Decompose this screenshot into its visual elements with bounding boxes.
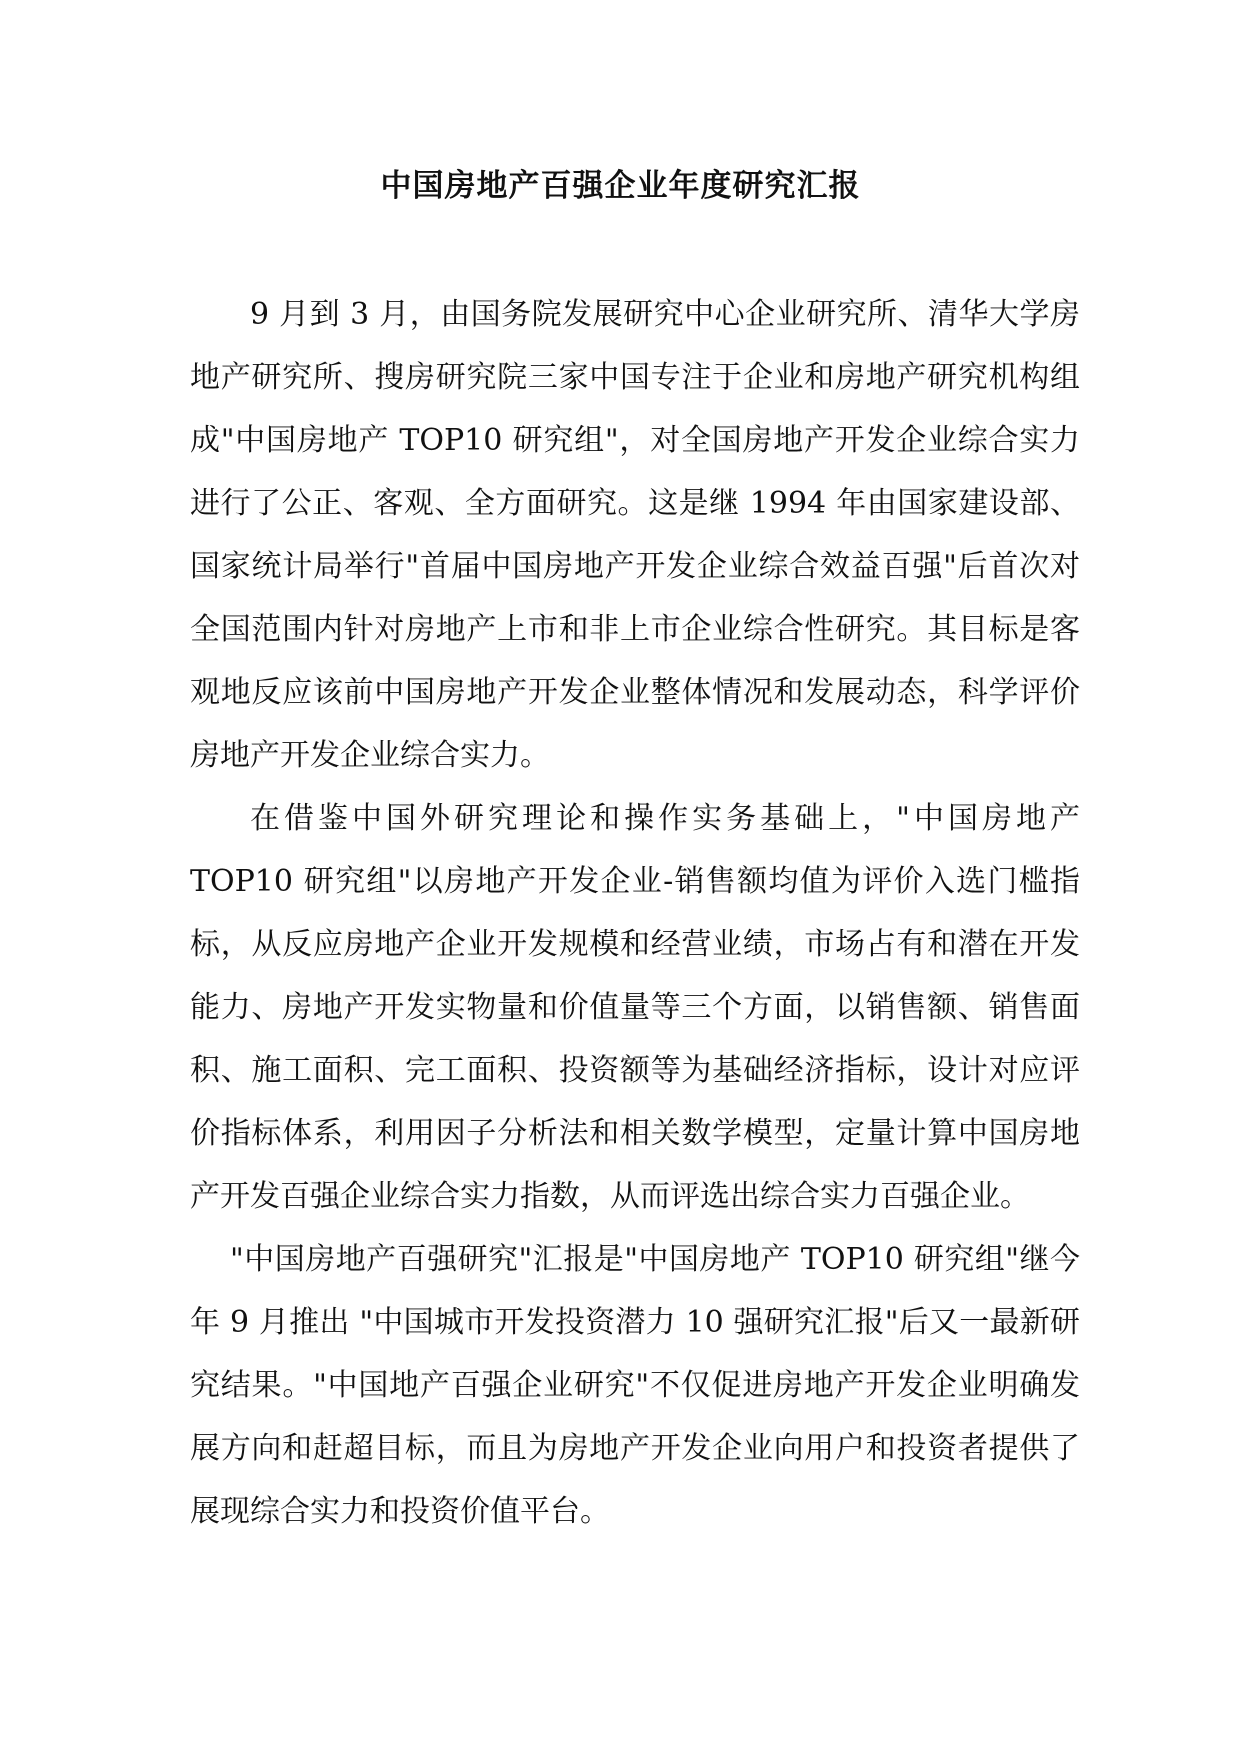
- paragraph-3: "中国房地产百强研究"汇报是"中国房地产 TOP10 研究组"继今年 9 月推出 "中国城市开发投资潜力 10 强研究汇报"后又一最新研究结果。"中国地产百强企业研究"不仅促进房地产开发企业明确发展方向和赶超目标，而且为房地产开发企业向用户和投资者提供了展现综合实力和投资价值平台。: [190, 1242, 1080, 1529]
- paragraph-1: 9 月到 3 月，由国务院发展研究中心企业研究所、清华大学房地产研究所、搜房研究院三家中国专注于企业和房地产研究机构组成"中国房地产 TOP10 研究组"，对全国房地产开发企业综合实力进行了公正、客观、全方面研究。这是继 1994 年由国家建设部、国家统计局举行"首届中国房地产开发企业综合效益百强"后首次对全国范围内针对房地产上市和非上市企业综合性研究。其目标是客观地反应该前中国房地产开发企业整体情况和发展动态，科学评价房地产开发企业综合实力。: [190, 297, 1080, 773]
- document-title: 中国房地产百强企业年度研究汇报: [380, 168, 861, 204]
- document-body: [190, 283, 1080, 1543]
- paragraph-2: 在借鉴中国外研究理论和操作实务基础上，"中国房地产 TOP10 研究组"以房地产开发企业-销售额均值为评价入选门槛指标，从反应房地产企业开发规模和经营业绩，市场占有和潜在开发能力、房地产开发实物量和价值量等三个方面，以销售额、销售面积、施工面积、完工面积、投资额等为基础经济指标，设计对应评价指标体系，利用因子分析法和相关数学模型，定量计算中国房地产开发百强企业综合实力指数，从而评选出综合实力百强企业。: [190, 801, 1080, 1214]
